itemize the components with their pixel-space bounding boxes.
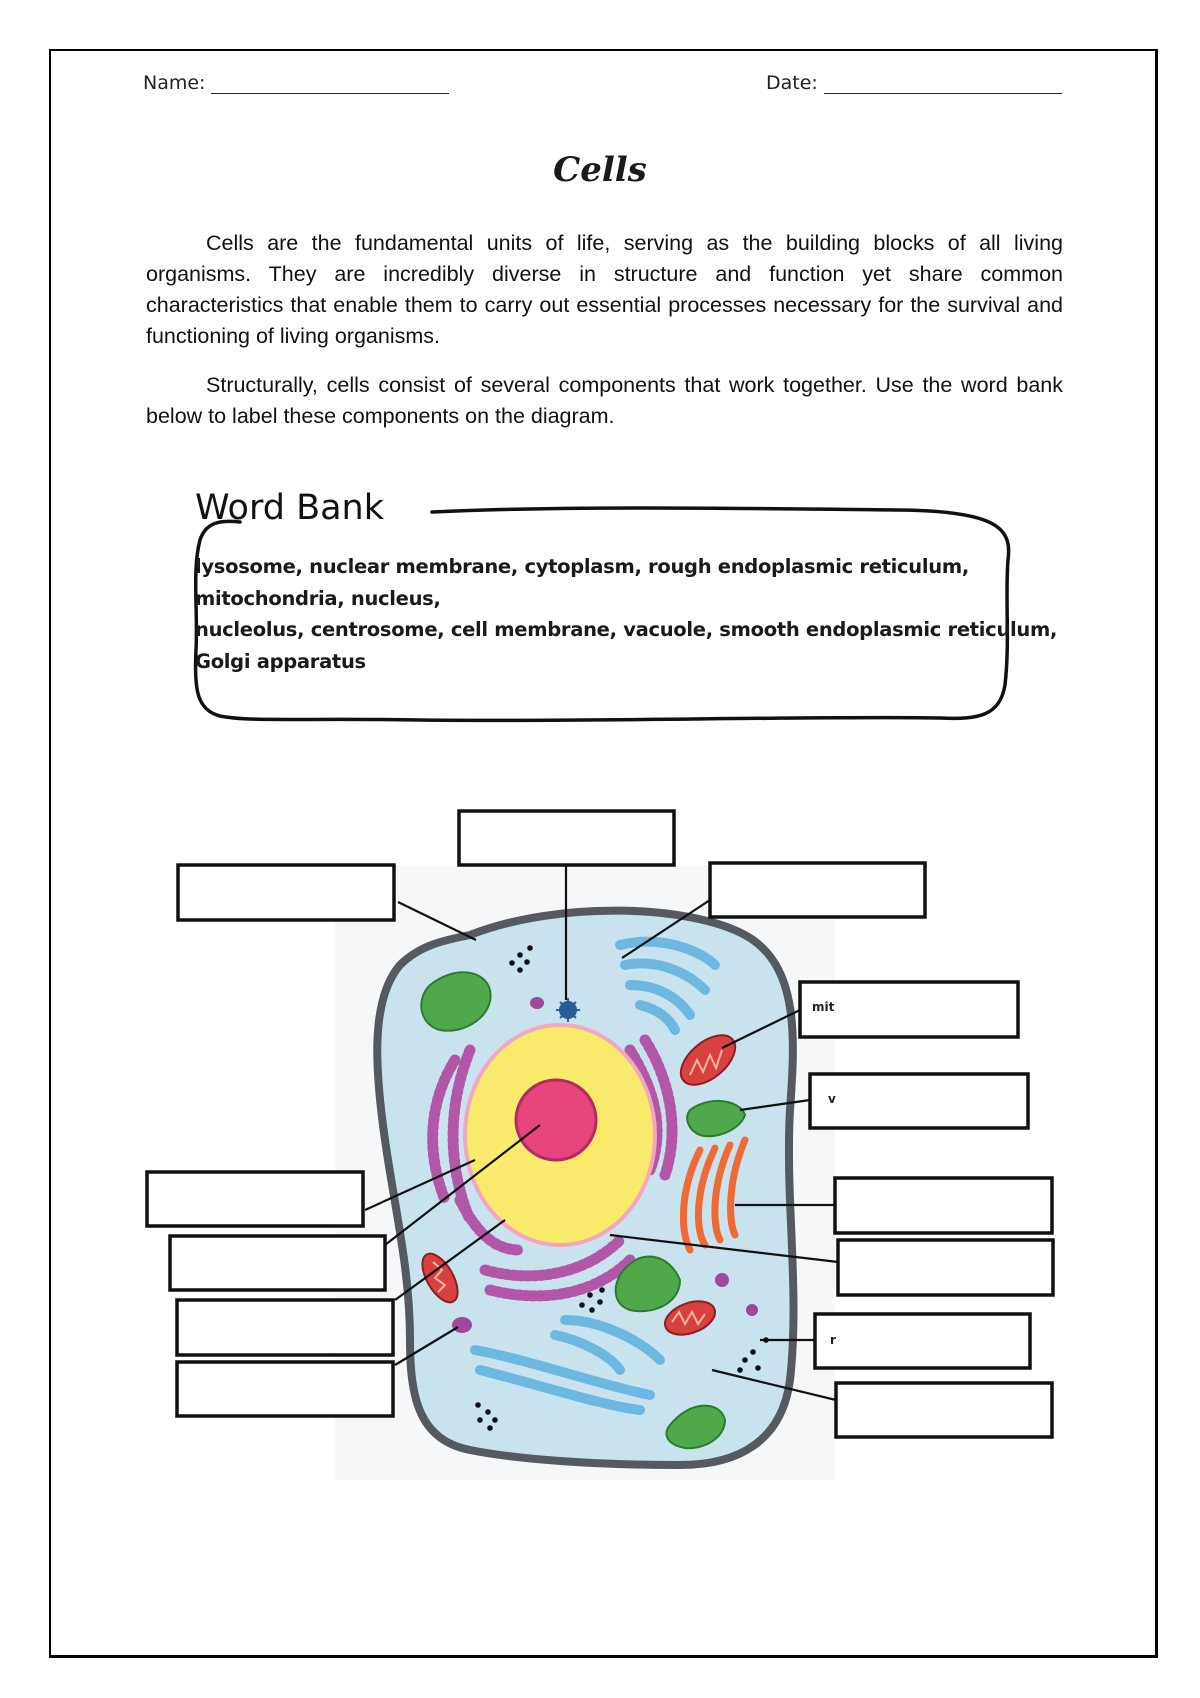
label-box-smooth-er[interactable]	[710, 863, 925, 917]
word-bank-line: Golgi apparatus	[195, 649, 366, 673]
label-box-cell-membrane[interactable]	[178, 865, 394, 920]
label-box-nucleus[interactable]	[177, 1300, 393, 1355]
label-mitochondria-partial: mit	[812, 1000, 835, 1014]
label-box-golgi[interactable]	[835, 1178, 1052, 1233]
word-bank-line: mitochondria, nucleus,	[195, 586, 441, 610]
label-box-rough-er[interactable]	[838, 1240, 1053, 1295]
intro-paragraph: Cells are the fundamental units of life, serving as the building blocks of all living organisms. They are incredibly diverse in structure and function yet share common characteristics that enable them to carry out essential processes necessary for the survival and functioning of living organisms.	[146, 231, 1063, 348]
label-box-centrosome[interactable]	[459, 811, 674, 865]
instructions-paragraph: Structurally, cells consist of several components that work together. Use the word bank below to label these components on the diagram.	[146, 373, 1063, 428]
word-bank-line: lysosome, nuclear membrane, cytoplasm, rough endoplasmic reticulum,	[195, 555, 969, 578]
label-box-nuclear-membrane[interactable]	[147, 1172, 363, 1226]
label-box-nucleolus[interactable]	[170, 1236, 385, 1290]
label-box-vacuole[interactable]	[810, 1074, 1028, 1128]
label-box-cytoplasm[interactable]	[836, 1383, 1052, 1437]
word-bank-line: nucleolus, centrosome, cell membrane, vacuole, smooth endoplasmic reticulum,	[195, 618, 1058, 641]
label-box-lysosome[interactable]	[177, 1362, 393, 1416]
name-label: Name:	[143, 72, 206, 94]
label-ribosome-partial: r	[830, 1333, 836, 1347]
word-bank-title: Word Bank	[195, 488, 384, 528]
date-label: Date:	[766, 72, 818, 94]
label-vacuole-partial: v	[828, 1092, 836, 1106]
label-box-ribosome[interactable]	[815, 1314, 1030, 1368]
page-title: Cells	[553, 150, 647, 190]
nucleolus	[516, 1080, 596, 1160]
